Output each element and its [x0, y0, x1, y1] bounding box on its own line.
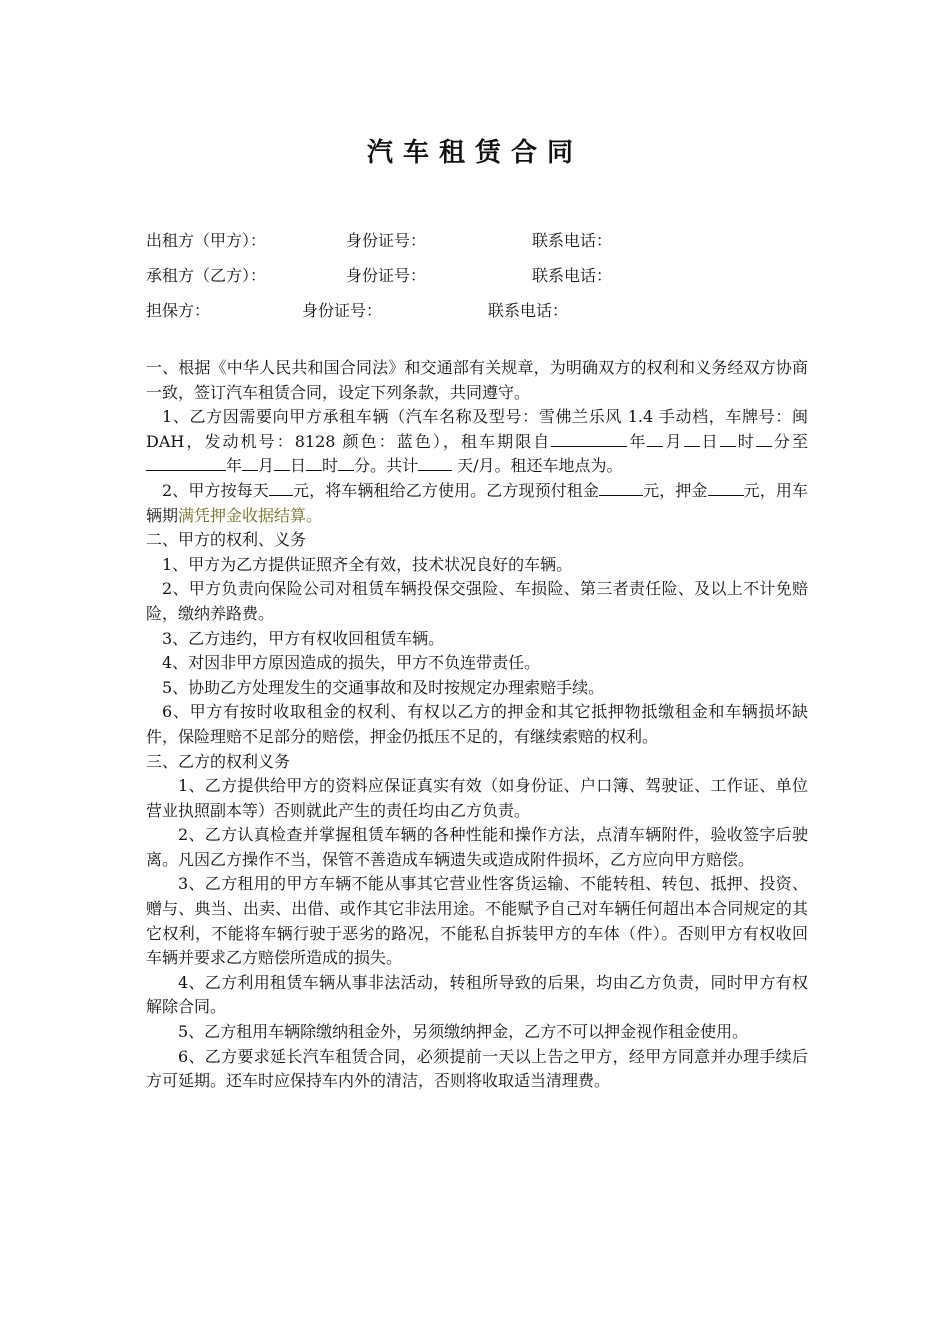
- lessor-label: 出租方（甲方）：: [146, 231, 267, 250]
- end-day-label: 日: [290, 456, 307, 476]
- end-month-blank[interactable]: [242, 454, 258, 471]
- contract-body: [146, 356, 808, 1094]
- month-label: 月: [663, 431, 684, 451]
- lessee-phone-label: 联系电话：: [532, 266, 613, 285]
- lessor-phone-label: 联系电话：: [532, 231, 613, 250]
- hour-label: 时: [735, 431, 756, 451]
- end-year-label: 年: [226, 456, 243, 476]
- clause-3-2: 2、乙方认真检查并掌握租赁车辆的各种性能和操作方法，点清车辆附件，验收签字后驶离。凡因乙方操作不当，保管不善造成车辆遗失或造成附件损坏，乙方应向甲方赔偿。: [146, 825, 808, 869]
- days-unit-label: 天/月。租还车地点为。: [452, 456, 623, 476]
- end-month-label: 月: [258, 456, 275, 476]
- lessee-label: 承租方（乙方）：: [146, 266, 267, 285]
- end-day-blank[interactable]: [274, 454, 290, 471]
- start-date-blank[interactable]: [551, 430, 627, 447]
- clause-1-2-text-b: 元，将车辆租给乙方使用。乙方现预付租金: [292, 480, 600, 500]
- start-hour-blank[interactable]: [720, 430, 736, 447]
- end-minute-blank[interactable]: [338, 454, 354, 471]
- guarantor-label: 担保方：: [146, 301, 211, 320]
- deposit-blank[interactable]: [708, 479, 744, 496]
- clause-3-3: 3、乙方租用的甲方车辆不能从事其它营业性客货运输、不能转租、转包、抵押、投资、赠与、典当、出卖、出借、或作其它非法用途。不能赋予自己对车辆任何超出本合同规定的其它权利，不能将车辆行驶于恶劣的路况，不能私自拆装甲方的车体（件）。否则甲方有权收回车辆并要求乙方赔偿所造成的损失。: [146, 874, 808, 968]
- start-minute-blank[interactable]: [756, 430, 772, 447]
- clause-2-6: 6、甲方有按时收取租金的权利、有权以乙方的押金和其它抵押物抵缴租金和车辆损坏缺件，保险理赔不足部分的赔偿，押金仍抵压不足的，有继续索赔的权利。: [146, 702, 808, 746]
- start-day-blank[interactable]: [684, 430, 700, 447]
- end-hour-blank[interactable]: [306, 454, 322, 471]
- minute-total-label: 分。共计: [354, 456, 419, 476]
- days-blank[interactable]: [418, 454, 452, 471]
- section-1-intro: 一、根据《中华人民共和国合同法》和交通部有关规章，为明确双方的权利和义务经双方协商一致，签订汽车租赁合同，设定下列条款，共同遵守。: [146, 358, 808, 402]
- lessor-id-label: 身份证号：: [346, 231, 427, 250]
- daily-rent-blank[interactable]: [269, 479, 293, 496]
- minute-to-label: 分至: [771, 431, 808, 451]
- end-date-blank[interactable]: [146, 454, 226, 471]
- end-hour-label: 时: [322, 456, 339, 476]
- guarantor-id-label: 身份证号：: [302, 301, 383, 320]
- clause-1-2-text-a: 2、甲方按每天: [162, 480, 269, 500]
- clause-1-2-text-e: 满凭押金收据结算。: [178, 505, 323, 525]
- guarantor-phone-label: 联系电话：: [488, 301, 569, 320]
- clause-1-1-text: 1、乙方因需要向甲方承租车辆（汽车名称及型号：雪佛兰乐风 1.4 手动档，车牌号：闽 DAH，发动机号：8128 颜色：蓝色），租车期限自: [146, 407, 808, 451]
- prepaid-rent-blank[interactable]: [599, 479, 643, 496]
- clause-2-3: 3、乙方违约，甲方有权收回租赁车辆。: [162, 628, 445, 648]
- clause-2-2: 2、甲方负责向保险公司对租赁车辆投保交强险、车损险、第三者责任险、及以上不计免赔险，缴纳养路费。: [146, 579, 808, 623]
- clause-3-1: 1、乙方提供给甲方的资料应保证真实有效（如身份证、户口簿、驾驶证、工作证、单位营业执照副本等）否则就此产生的责任均由乙方负责。: [146, 776, 808, 820]
- clause-2-5: 5、协助乙方处理发生的交通事故和及时按规定办理索赔手续。: [162, 677, 605, 697]
- clause-1-1: [146, 405, 808, 479]
- page-title: 汽车租赁合同: [366, 138, 583, 168]
- clause-1-2: [146, 479, 808, 528]
- start-month-blank[interactable]: [647, 430, 663, 447]
- clause-3-5: 5、乙方租用车辆除缴纳租金外，另须缴纳押金，乙方不可以押金视作租金使用。: [178, 1022, 749, 1042]
- year-label: 年: [627, 431, 648, 451]
- section-2-heading: 二、甲方的权利、义务: [146, 530, 307, 550]
- clause-3-4: 4、乙方利用租赁车辆从事非法活动，转租所导致的后果，均由乙方负责，同时甲方有权解除合同。: [146, 972, 808, 1017]
- clause-3-6: 6、乙方要求延长汽车租赁合同，必须提前一天以上告之甲方，经甲方同意并办理手续后方可延期。还车时应保持车内外的清洁，否则将收取适当清理费。: [146, 1046, 808, 1091]
- clause-2-4: 4、对因非甲方原因造成的损失，甲方不负连带责任。: [162, 653, 541, 673]
- clause-1-2-text-d: 元，用车辆期: [146, 480, 808, 525]
- clause-2-1: 1、甲方为乙方提供证照齐全有效，技术状况良好的车辆。: [162, 554, 573, 574]
- lessee-id-label: 身份证号：: [346, 266, 427, 285]
- clause-1-2-text-c: 元，押金: [643, 480, 708, 500]
- section-3-heading: 三、乙方的权利义务: [146, 751, 291, 771]
- day-label: 日: [699, 431, 720, 451]
